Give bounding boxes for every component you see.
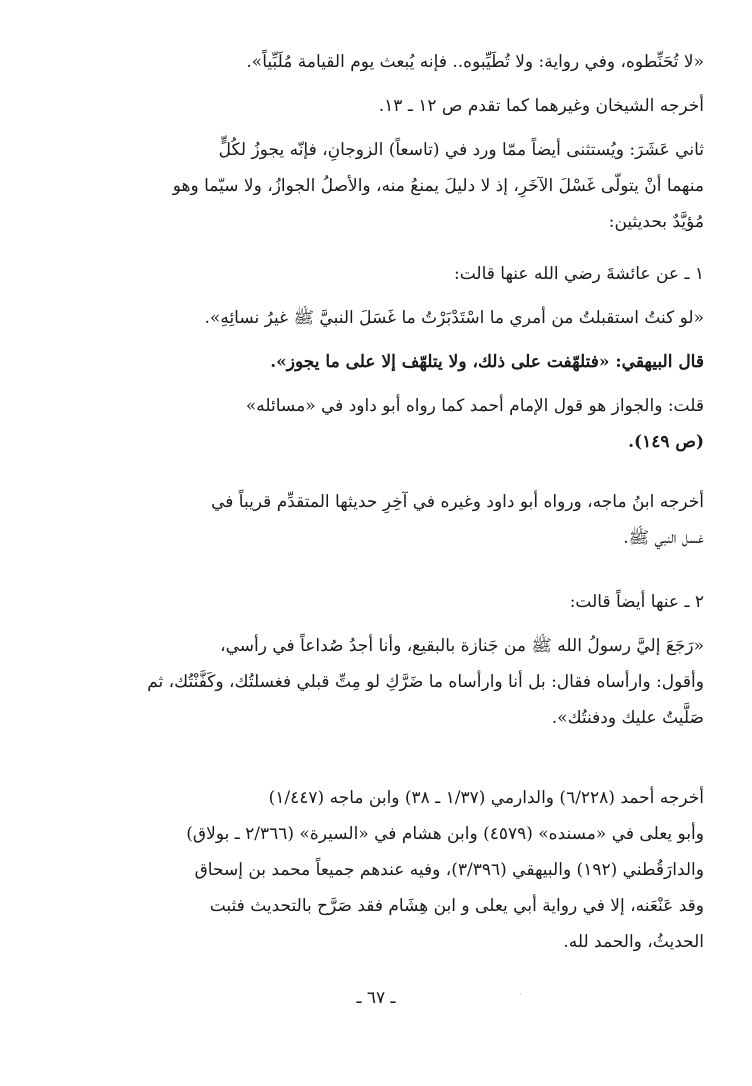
text-line: قال البيهقي: «فتلهّفت على ذلك، ولا يتلهّف إلا على ما يجوز». bbox=[270, 352, 704, 372]
text-line: ٢ ـ عنها أيضاً قالت: bbox=[569, 592, 704, 612]
citation-hadith-two bbox=[48, 780, 704, 960]
text-line: صَلَّيتُ عليك ودفنتُك». bbox=[551, 708, 704, 728]
citation-shaykhan bbox=[48, 88, 704, 124]
text-line: أخرجه ابنُ ماجه، ورواه أبو داود وغيره في آخِرِ حديثها المتقدِّم قريباً في bbox=[211, 492, 704, 512]
bayhaqi-comment bbox=[48, 344, 704, 380]
text-line: ١ ـ عن عائشةَ رضي الله عنها قالت: bbox=[453, 264, 704, 284]
rule-twelve bbox=[48, 132, 704, 240]
hadith-one-text bbox=[48, 300, 704, 336]
page-number: ـ ٦٧ ـ bbox=[356, 988, 396, 1008]
scan-speck: · bbox=[519, 990, 522, 1000]
text-line: الحديثُ، والحمد لله. bbox=[563, 932, 704, 952]
text-line: وأقول: وارأساه فقال: بل أنا وارأساه ما ضَرَّكِ لو مِتِّ قبلي فغسلتُك، وكَفَّنْتُك، ثم bbox=[147, 672, 704, 692]
text-line: (ص ١٤٩). bbox=[628, 432, 704, 452]
text-line: منهما أنْ يتولّى غَسْلَ الآخَرِ، إذ لا دليلَ يمنعُ منه، والأصلُ الجوازُ، ولا سيّما وهو bbox=[172, 176, 704, 196]
text-line: قلت: والجواز هو قول الإمام أحمد كما رواه أبو داود في «مسائله» bbox=[245, 396, 704, 416]
hadith-two-heading bbox=[48, 584, 704, 620]
hadith-two-text bbox=[48, 628, 704, 736]
quote-no-perfume bbox=[48, 44, 704, 80]
citation-ibn-majah bbox=[48, 484, 704, 556]
text-line: ثاني عَشَرَ: ويُستثنى أيضاً ممّا ورد في (تاسعاً) الزوجانِ، فإنّه يجوزُ لكُلٍّ bbox=[218, 140, 704, 160]
text-line: «لا تُحَنِّطوه، وفي رواية: ولا تُطَيِّبوه.. فإنه يُبعث يوم القيامة مُلَبِّياً». bbox=[246, 52, 704, 72]
text-line: مُؤيَّدٌ بحديثين: bbox=[608, 212, 704, 232]
hadith-one-heading bbox=[48, 256, 704, 292]
text-line: «رَجَعَ إليَّ رسولُ الله ﷺ من جَنازة بالبقيع، وأنا أجدُ صُداعاً في رأسي، bbox=[220, 636, 704, 656]
author-note bbox=[48, 388, 704, 460]
text-line: وأبو يعلى في «مسنده» (٤٥٧٩) وابن هشام في «السيرة» (٢/٣٦٦ ـ بولاق) bbox=[186, 824, 704, 844]
text-line: غسل النبي ﷺ. bbox=[623, 528, 704, 548]
text-line: وقد عَنْعَنه، إلا في رواية أبي يعلى و ابن هِشَام فقد صَرَّح بالتحديث فثبت bbox=[209, 896, 704, 916]
text-line: «لو كنتُ استقبلتُ من أمري ما اسْتَدْبَرْتُ ما غَسَلَ النبيَّ ﷺ غيرُ نسائِهِ». bbox=[204, 308, 704, 328]
text-line: والدارَقُطني (١٩٢) والبيهقي (٣/٣٩٦)، وفيه عندهم جميعاً محمد بن إسحاق bbox=[194, 860, 704, 880]
text-line: أخرجه أحمد (٦/٢٢٨) والدارمي (١/٣٧ ـ ٣٨) وابن ماجه (١/٤٤٧) bbox=[268, 788, 704, 808]
text-line: أخرجه الشيخان وغيرهما كما تقدم ص ١٢ ـ ١٣. bbox=[378, 96, 704, 116]
